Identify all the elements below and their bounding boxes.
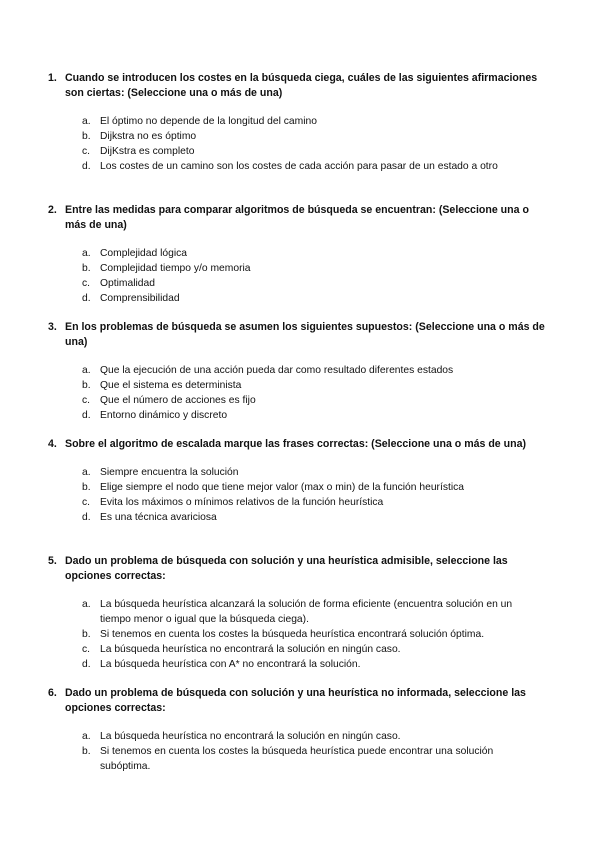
option-b [82,744,548,774]
question-text: Entre las medidas para comparar algoritmos de búsqueda se encuentran: (Seleccione una o más de una) [65,204,529,231]
option-text: Que la ejecución de una acción pueda dar como resultado diferentes estados [100,365,454,376]
option-d [82,657,548,672]
option-a [82,465,548,480]
question-3 [48,320,548,423]
question-text: Cuando se introducen los costes en la búsqueda ciega, cuáles de las siguientes afirmaciones son ciertas: (Seleccione una o más de una) [65,72,538,99]
option-list [48,246,548,306]
option-text: Entorno dinámico y discreto [100,410,228,421]
option-c [82,393,548,408]
option-c [82,642,548,657]
question-heading [48,437,548,452]
option-b [82,627,548,642]
option-text: La búsqueda heurística no encontrará la solución en ningún caso. [100,731,401,742]
option-a [82,246,548,261]
option-d [82,510,548,525]
option-d [82,159,548,174]
option-a [82,363,548,378]
option-letter: d. [82,410,91,421]
option-c [82,495,548,510]
question-number: 4. [48,438,57,450]
option-letter: a. [82,731,91,742]
option-letter: a. [82,599,91,610]
option-letter: d. [82,161,91,172]
option-b [82,378,548,393]
option-b [82,261,548,276]
option-c [82,276,548,291]
question-heading [48,203,548,233]
option-a [82,597,548,627]
option-list [48,114,548,174]
option-letter: a. [82,467,91,478]
option-text: Siempre encuentra la solución [100,467,239,478]
option-text: La búsqueda heurística alcanzará la solución de forma eficiente (encuentra solución en un tiempo menor o igual que la búsqueda ciega). [100,599,513,625]
question-text: Dado un problema de búsqueda con solución y una heurística admisible, seleccione las opciones correctas: [65,555,508,582]
option-a [82,729,548,744]
option-text: Si tenemos en cuenta los costes la búsqueda heurística encontrará solución óptima. [100,629,485,640]
option-letter: b. [82,131,91,142]
option-text: Que el número de acciones es fijo [100,395,256,406]
option-b [82,480,548,495]
option-letter: b. [82,263,91,274]
question-number: 5. [48,555,57,567]
question-number: 2. [48,204,57,216]
option-letter: b. [82,746,91,757]
option-list [48,597,548,672]
question-6 [48,686,548,774]
option-text: Complejidad tiempo y/o memoria [100,263,251,274]
option-text: Dijkstra no es óptimo [100,131,197,142]
option-letter: c. [82,644,91,655]
question-heading [48,554,548,584]
option-letter: c. [82,497,91,508]
option-text: Elige siempre el nodo que tiene mejor valor (max o min) de la función heurística [100,482,465,493]
question-1 [48,71,548,174]
question-number: 1. [48,72,57,84]
option-d [82,408,548,423]
question-number: 3. [48,321,57,333]
option-text: Los costes de un camino son los costes de cada acción para pasar de un estado a otro [100,161,498,172]
option-list [48,363,548,423]
option-list [48,465,548,525]
option-letter: b. [82,629,91,640]
option-a [82,114,548,129]
question-text: En los problemas de búsqueda se asumen los siguientes supuestos: (Seleccione una o más de una) [65,321,545,348]
option-letter: a. [82,248,91,259]
option-b [82,129,548,144]
option-letter: b. [82,482,91,493]
option-text: La búsqueda heurística con A* no encontrará la solución. [100,659,361,670]
question-number: 6. [48,687,57,699]
option-letter: c. [82,146,91,157]
question-heading [48,686,548,716]
option-text: Es una técnica avariciosa [100,512,217,523]
option-letter: a. [82,116,91,127]
option-text: Que el sistema es determinista [100,380,242,391]
question-2 [48,203,548,306]
option-text: Evita los máximos o mínimos relativos de la función heurística [100,497,384,508]
option-letter: c. [82,395,91,406]
option-text: Optimalidad [100,278,155,289]
option-d [82,291,548,306]
option-text: Comprensibilidad [100,293,180,304]
question-text: Dado un problema de búsqueda con solución y una heurística no informada, seleccione las opciones correctas: [65,687,526,714]
question-4 [48,437,548,525]
option-letter: b. [82,380,91,391]
option-c [82,144,548,159]
question-text: Sobre el algoritmo de escalada marque las frases correctas: (Seleccione una o más de una) [65,438,527,450]
option-text: DijKstra es completo [100,146,195,157]
question-heading [48,320,548,350]
option-letter: a. [82,365,91,376]
option-letter: d. [82,659,91,670]
option-letter: c. [82,278,91,289]
option-text: Complejidad lógica [100,248,188,259]
question-5 [48,554,548,672]
option-text: El óptimo no depende de la longitud del camino [100,116,317,127]
option-letter: d. [82,512,91,523]
option-letter: d. [82,293,91,304]
option-text: Si tenemos en cuenta los costes la búsqueda heurística puede encontrar una solución subóptima. [100,746,494,772]
option-text: La búsqueda heurística no encontrará la solución en ningún caso. [100,644,401,655]
option-list [48,729,548,774]
question-heading [48,71,548,101]
